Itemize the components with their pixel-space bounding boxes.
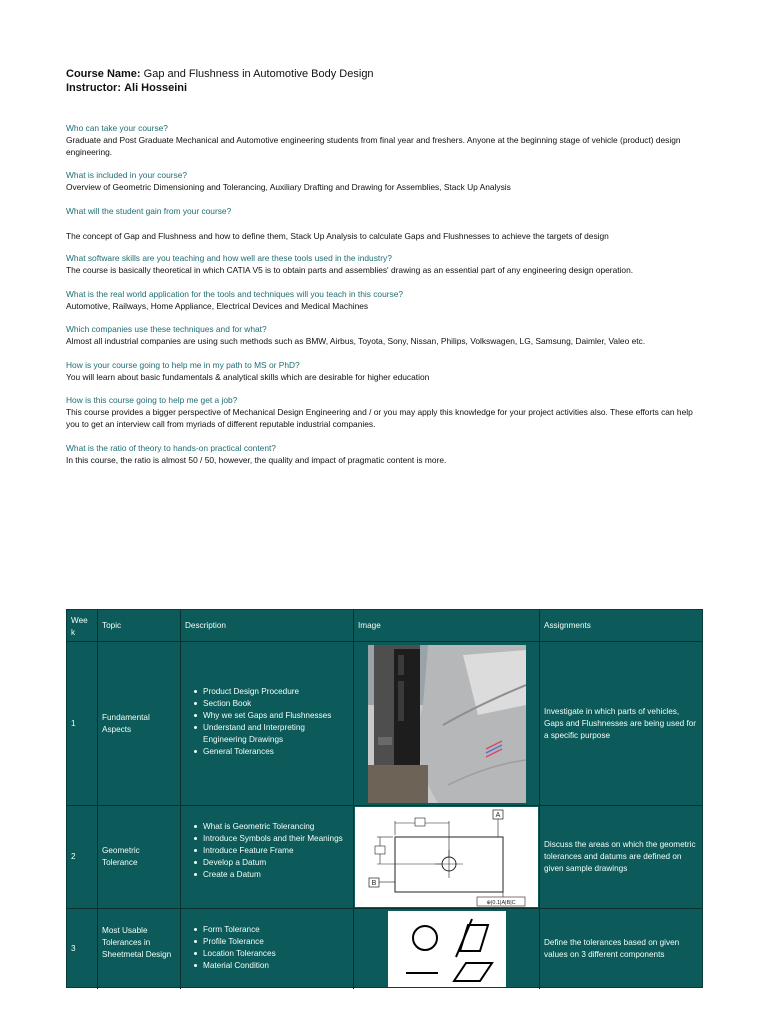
answer: This course provides a bigger perspective of Mechanical Design Engineering and / or you may apply this knowledge for your project activities also. These efforts can help you to get an interview call from myriads of different reputable industrial companies. [66,407,693,429]
header-description-label: Description [185,621,226,630]
table-row-image [354,642,540,806]
list-item: Create a Datum [203,869,350,881]
header-week [67,610,98,642]
week-number: 1 [71,719,76,728]
table-row-image [354,806,540,909]
answer: You will learn about basic fundamentals & analytical skills which are desirable for higher education [66,372,430,382]
table-row-week [67,806,98,909]
question: Which companies use these techniques and for what? [66,324,267,334]
table-row-assignment [540,909,702,989]
tolerance-symbols-image [388,911,506,987]
list-item: Develop a Datum [203,857,350,869]
question: How is this course going to help me get a job? [66,395,238,405]
course-name-label: Course Name: [66,68,141,80]
question: What is the real world application for the tools and techniques will you teach in this course? [66,289,404,299]
header-image-label: Image [358,621,381,630]
list-item: General Tolerances [203,746,350,758]
header-topic [98,610,181,642]
qa-block-gain [66,206,706,242]
list-item: Form Tolerance [203,924,350,936]
car-door-photo [368,645,526,803]
list-item: Location Tolerances [203,948,350,960]
list-item: Material Condition [203,960,350,972]
header-week-line1: Wee [71,616,88,625]
course-name-value: Gap and Flushness in Automotive Body Design [143,68,374,80]
answer: Overview of Geometric Dimensioning and Tolerancing, Auxiliary Drafting and Drawing for Assemblies, Stack Up Analysis [66,182,511,192]
question: What is included in your course? [66,170,188,180]
qa-block-software [66,253,706,276]
answer: The course is basically theoretical in which CATIA V5 is to obtain parts and assemblies' drawing as an essential part of any engineering design operation. [66,265,634,275]
list-item: Understand and Interpreting Engineering Drawings [203,722,350,746]
list-item: Why we set Gaps and Flushnesses [203,710,350,722]
gdt-drawing-graphic [355,807,538,907]
description-list [191,686,350,758]
table-row-assignment [540,806,702,909]
description-list [191,924,350,972]
course-header [66,67,374,95]
curriculum-table [66,609,703,988]
list-item: Introduce Symbols and their Meanings [203,833,350,845]
feature-control-frame: ⊕|0.1|A|B|C [486,900,516,906]
table-row-assignment [540,642,702,806]
header-assignments [540,610,702,642]
datum-b-label: B [371,880,377,887]
week-number: 3 [71,944,76,953]
list-item: Profile Tolerance [203,936,350,948]
table-row-topic [98,806,181,909]
header-week-line2: k [71,628,76,637]
description-list [191,821,350,881]
course-name-line [66,67,374,81]
table-row-description [181,642,354,806]
table-row-topic [98,909,181,989]
qa-block-companies [66,324,706,347]
list-item: Section Book [203,698,350,710]
instructor-label: Instructor: [66,82,121,94]
instructor-value: Ali Hosseini [124,82,188,94]
geometric-tolerance-drawing [355,807,538,907]
question: What is the ratio of theory to hands-on practical content? [66,443,276,453]
list-item: What is Geometric Tolerancing [203,821,350,833]
header-assignments-label: Assignments [544,621,591,630]
qa-block-ms-phd [66,360,706,383]
qa-block-included [66,170,706,193]
instructor-line [66,81,374,95]
qa-block-application [66,289,706,312]
question: How is your course going to help me in my path to MS or PhD? [66,360,300,370]
table-row-description [181,806,354,909]
table-row-week [67,909,98,989]
table-row-description [181,909,354,989]
table-row-topic [98,642,181,806]
answer: In this course, the ratio is almost 50 / 50, however, the quality and impact of pragmatic content is more. [66,455,447,465]
header-topic-label: Topic [102,621,122,630]
topic-text: Most Usable Tolerances in Sheetmetal Design [102,926,172,959]
tolerance-symbols-graphic [388,911,506,987]
answer: Graduate and Post Graduate Mechanical and Automotive engineering students from final year and freshers. Anyone at the beginning stage of vehicle (product) design engineering. [66,135,681,157]
datum-a-label: A [495,812,501,819]
header-image [354,610,540,642]
answer: Automotive, Railways, Home Appliance, Electrical Devices and Medical Machines [66,301,369,311]
topic-text: Geometric Tolerance [102,846,140,867]
question: What software skills are you teaching and how well are these tools used in the industry? [66,253,392,263]
topic-text: Fundamental Aspects [102,713,150,734]
qa-block-job [66,395,706,430]
qa-block-ratio [66,443,706,466]
header-description [181,610,354,642]
week-number: 2 [71,852,76,861]
question: What will the student gain from your course? [66,206,232,216]
answer: The concept of Gap and Flushness and how to define them, Stack Up Analysis to calculate Gaps and Flushnesses to achieve the targets of design [66,231,609,241]
assignment-text: Discuss the areas on which the geometric tolerances and datums are defined on given sample drawings [544,840,696,873]
car-door-photo-graphic [368,645,526,803]
answer: Almost all industrial companies are using such methods such as BMW, Airbus, Toyota, Sony, Nissan, Philips, Volkswagen, LG, Samsung, Daimler, Valeo etc. [66,336,646,346]
list-item: Introduce Feature Frame [203,845,350,857]
table-row-week [67,642,98,806]
table-row-image [354,909,540,989]
assignment-text: Define the tolerances based on given values on 3 different components [544,938,680,959]
assignment-text: Investigate in which parts of vehicles, Gaps and Flushnesses are being used for a specific purpose [544,707,697,740]
list-item: Product Design Procedure [203,686,350,698]
qa-block-who [66,123,706,158]
question: Who can take your course? [66,123,168,133]
